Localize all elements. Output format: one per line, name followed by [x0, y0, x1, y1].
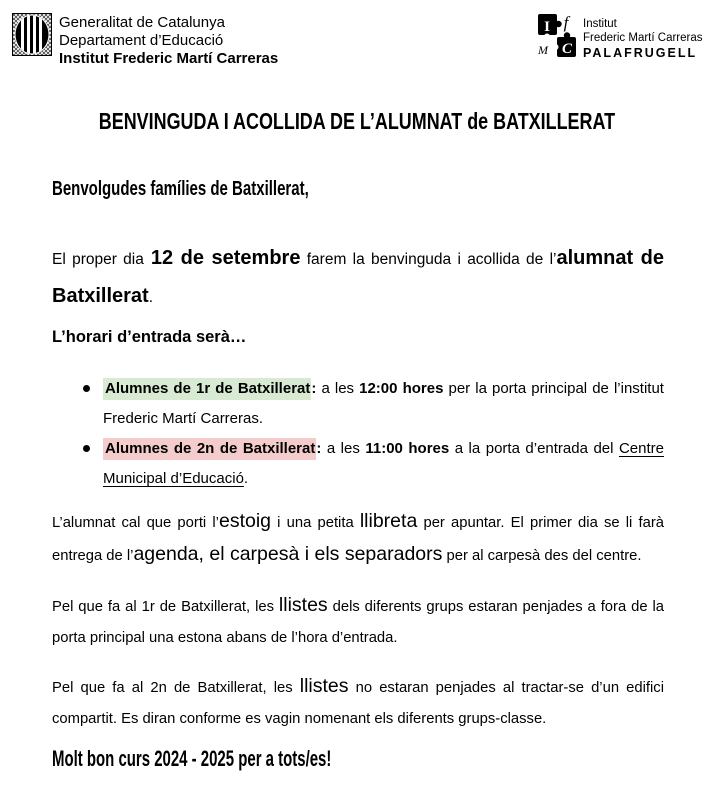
list-item [52, 434, 664, 494]
material-paragraph [52, 506, 664, 572]
text-segment: i una petita [271, 515, 360, 531]
time-2n: 11:00 hores [365, 440, 450, 457]
text-segment: no estaran penjades al tractar-se d’un edifici compartit. Es diran conforme es vagin nomenant els diferents grups-classe. [52, 680, 664, 727]
greeting-text: Benvolgudes famílies de Batxillerat, [52, 178, 309, 200]
logo-letter-m: M [538, 43, 548, 57]
text-segment: . [148, 289, 154, 306]
text-segment: . [243, 470, 249, 487]
emphasis-text: alumnat de Batxillerat [52, 247, 665, 307]
emphasis-text: llistes [278, 594, 328, 616]
header-right [536, 11, 703, 60]
logo-letter-f: f [563, 13, 569, 32]
text-segment: Pel que fa al 2n de Batxillerat, les [52, 680, 300, 696]
bullet-icon [83, 445, 90, 452]
schedule-heading: L’horari d’entrada serà… [52, 328, 247, 346]
closing-text: Molt bon curs 2024 - 2025 per a tots/es! [52, 746, 332, 771]
emphasis-text: agenda, el carpesà i els separadors [133, 543, 443, 565]
logo-letter-i: I [544, 19, 550, 35]
text-segment: per la porta principal de l’institut Frederic Martí Carreras. [103, 380, 664, 427]
list-item [52, 374, 664, 434]
lists-2n-paragraph [52, 671, 664, 735]
greeting [52, 176, 394, 202]
text-segment: El proper dia [52, 251, 144, 268]
text-segment: dels diferents grups estaran penjades a fora de la porta principal una estona abans de l’hora d’entrada. [52, 599, 665, 646]
event-date: 12 de setembre [150, 247, 301, 269]
school-city: PALAFRUGELL [583, 46, 698, 60]
text-segment: : [311, 380, 317, 397]
location-underlined: Centre Municipal d’Educació [103, 440, 664, 487]
text-segment: a les [321, 440, 366, 457]
emphasis-text: llistes [299, 675, 349, 697]
text-segment: per apuntar. El primer dia se li farà entrega de l’ [52, 515, 664, 564]
text-segment: : [316, 440, 322, 457]
document-title-text: BENVINGUDA I ACOLLIDA DE L’ALUMNAT de BATXILLERAT [98, 108, 616, 134]
text-segment: Pel que fa al 1r de Batxillerat, les [52, 599, 279, 615]
bullet-icon [83, 385, 90, 392]
header-left-text [59, 13, 278, 68]
text-segment: a la porta d’entrada del [449, 440, 619, 457]
emphasis-text: llibreta [359, 510, 418, 532]
lists-1r-paragraph [52, 590, 664, 654]
department-name: Departament d’Educació [59, 32, 224, 49]
text-segment: farem la benvinguda i acollida de l’ [300, 251, 557, 268]
institute-name: Institut Frederic Martí Carreras [59, 50, 279, 67]
school-line-2: Frederic Martí Carreras [583, 32, 703, 44]
school-line-1: Institut [583, 18, 617, 30]
text-segment: a les [316, 380, 360, 397]
closing-wish [52, 745, 463, 773]
logo-letter-c: C [561, 41, 573, 57]
time-1r: 12:00 hores [359, 380, 444, 397]
group-2n-highlight: Alumnes de 2n de Batxillerat [103, 438, 316, 460]
intro-paragraph [52, 240, 664, 316]
school-puzzle-logo-icon [536, 11, 578, 59]
header-right-text [583, 11, 703, 60]
document-title [0, 106, 714, 136]
text-segment: per al carpesà des del centre. [442, 548, 642, 564]
emphasis-text: estoig [218, 510, 272, 532]
schedule-list [52, 374, 664, 494]
generalitat-senyera-icon [12, 13, 52, 56]
group-1r-highlight: Alumnes de 1r de Batxillerat [103, 378, 311, 400]
header-left [12, 13, 278, 68]
org-name: Generalitat de Catalunya [59, 14, 225, 31]
text-segment: L’alumnat cal que porti l’ [52, 515, 219, 531]
